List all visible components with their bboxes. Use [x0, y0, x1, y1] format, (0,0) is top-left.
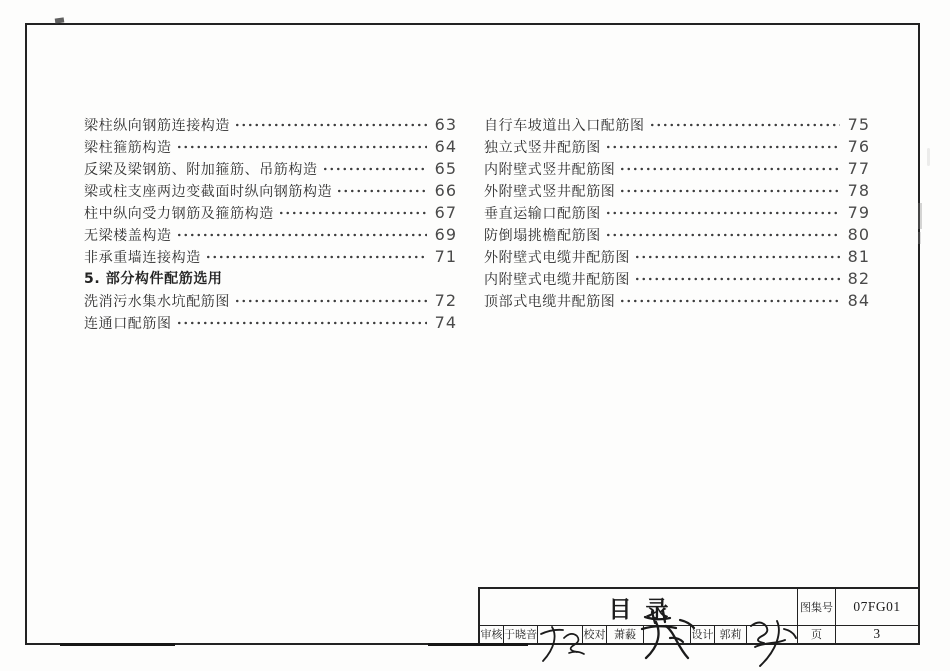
- toc-entry: [84, 224, 457, 246]
- toc-entry-title: 梁柱纵向钢筋连接构造: [84, 118, 230, 134]
- toc-entry: [484, 290, 870, 312]
- dot-leader: [649, 118, 840, 132]
- toc-entry-title: 非承重墙连接构造: [84, 250, 201, 266]
- scan-artifact: [927, 148, 930, 166]
- dot-leader: [205, 250, 427, 264]
- toc-entry-title: 5. 部分构件配筋选用: [84, 271, 223, 287]
- proofreader-signature-cell: [643, 626, 690, 643]
- toc-column-left: [84, 114, 457, 334]
- dot-leader: [176, 228, 427, 242]
- toc-entry-title: 内附壁式电缆井配筋图: [484, 272, 630, 288]
- toc-entry-title: 内附壁式竖井配筋图: [484, 162, 616, 178]
- reviewer-name: 于晓音: [503, 626, 537, 643]
- toc-entry-title: 自行车坡道出入口配筋图: [484, 118, 645, 134]
- toc-entry-page: 64: [434, 137, 457, 156]
- toc-entry-page: 80: [847, 225, 870, 244]
- toc-entry-title: 梁或柱支座两边变截面时纵向钢筋构造: [84, 184, 333, 200]
- dot-leader: [605, 206, 840, 220]
- page-label: 页: [797, 626, 835, 643]
- toc-entry-page: 74: [434, 313, 457, 332]
- toc-entry-title: 防倒塌挑檐配筋图: [484, 228, 601, 244]
- toc-entry: [84, 202, 457, 224]
- toc-entry-title: 连通口配筋图: [84, 316, 172, 332]
- page-number: 3: [835, 626, 918, 643]
- toc-entry: [484, 158, 870, 180]
- dot-leader: [176, 316, 427, 330]
- dot-leader: [278, 206, 427, 220]
- scan-artifact: [60, 643, 175, 646]
- toc-entry-page: 67: [434, 203, 457, 222]
- toc-entry-page: 82: [847, 269, 870, 288]
- toc-entry-page: 76: [847, 137, 870, 156]
- dot-leader: [322, 162, 427, 176]
- toc-entry: [484, 224, 870, 246]
- toc-entry-title: 无梁楼盖构造: [84, 228, 172, 244]
- toc-entry-page: 71: [434, 247, 457, 266]
- toc-entry-page: 66: [434, 181, 457, 200]
- toc-entry-page: 77: [847, 159, 870, 178]
- toc-entry: [84, 114, 457, 136]
- toc-entry-title: 梁柱箍筋构造: [84, 140, 172, 156]
- designer-name: 郭莉: [714, 626, 746, 643]
- toc-entry-page: 79: [847, 203, 870, 222]
- scan-artifact: [918, 232, 921, 244]
- dot-leader: [234, 118, 427, 132]
- toc-entry-page: 81: [847, 247, 870, 266]
- dot-leader: [634, 272, 840, 286]
- dot-leader: [234, 294, 427, 308]
- dot-leader: [605, 140, 840, 154]
- toc-entry: [484, 114, 870, 136]
- toc-entry: [484, 136, 870, 158]
- toc-entry: [484, 180, 870, 202]
- atlas-number-value: 07FG01: [835, 589, 918, 625]
- toc-entry-title: 反梁及梁钢筋、附加箍筋、吊筋构造: [84, 162, 318, 178]
- proofreader-label: 校对: [582, 626, 606, 643]
- toc-section-header: [84, 268, 457, 290]
- toc-entry-page: 63: [434, 115, 457, 134]
- designer-signature-cell: [746, 626, 797, 643]
- toc-entry-page: 78: [847, 181, 870, 200]
- toc-entry: [84, 158, 457, 180]
- toc-entry-page: 69: [434, 225, 457, 244]
- toc-entry: [84, 246, 457, 268]
- scan-artifact: [918, 203, 922, 229]
- scan-artifact: [428, 643, 528, 646]
- toc-entry-title: 独立式竖井配筋图: [484, 140, 601, 156]
- dot-leader: [634, 250, 840, 264]
- toc-entry-page: 84: [847, 291, 870, 310]
- designer-label: 设计: [690, 626, 714, 643]
- reviewer-label: 审核: [480, 628, 503, 642]
- proofreader-name: 萧藙: [606, 626, 643, 643]
- drawing-frame: [25, 23, 920, 645]
- toc-entry: [484, 268, 870, 290]
- dot-leader: [619, 162, 840, 176]
- toc-entry-title: 外附壁式电缆井配筋图: [484, 250, 630, 266]
- title-block-bottom-row: [480, 626, 918, 643]
- toc-entry-title: 柱中纵向受力钢筋及箍筋构造: [84, 206, 274, 222]
- dot-leader: [336, 184, 427, 198]
- title-block-top-row: [480, 589, 918, 626]
- toc-entry: [84, 136, 457, 158]
- atlas-number-label: 图集号: [797, 589, 835, 625]
- dot-leader: [619, 294, 840, 308]
- toc-title: 目录: [608, 596, 683, 623]
- toc-entry-title: 外附壁式竖井配筋图: [484, 184, 616, 200]
- toc-entry: [484, 246, 870, 268]
- dot-leader: [619, 184, 840, 198]
- toc-entry: [84, 290, 457, 312]
- toc-entry: [484, 202, 870, 224]
- toc-entry: [84, 312, 457, 334]
- toc-entry-title: 垂直运输口配筋图: [484, 206, 601, 222]
- toc-column-right: [484, 114, 870, 312]
- dot-leader: [176, 140, 427, 154]
- reviewer-signature-cell: [537, 626, 582, 643]
- toc-entry-title: 顶部式电缆井配筋图: [484, 294, 616, 310]
- dot-leader: [605, 228, 840, 242]
- toc-entry-page: 65: [434, 159, 457, 178]
- toc-entry-title: 洗消污水集水坑配筋图: [84, 294, 230, 310]
- toc-entry-page: 75: [847, 115, 870, 134]
- title-block: [478, 587, 920, 645]
- toc-entry: [84, 180, 457, 202]
- toc-entry-page: 72: [434, 291, 457, 310]
